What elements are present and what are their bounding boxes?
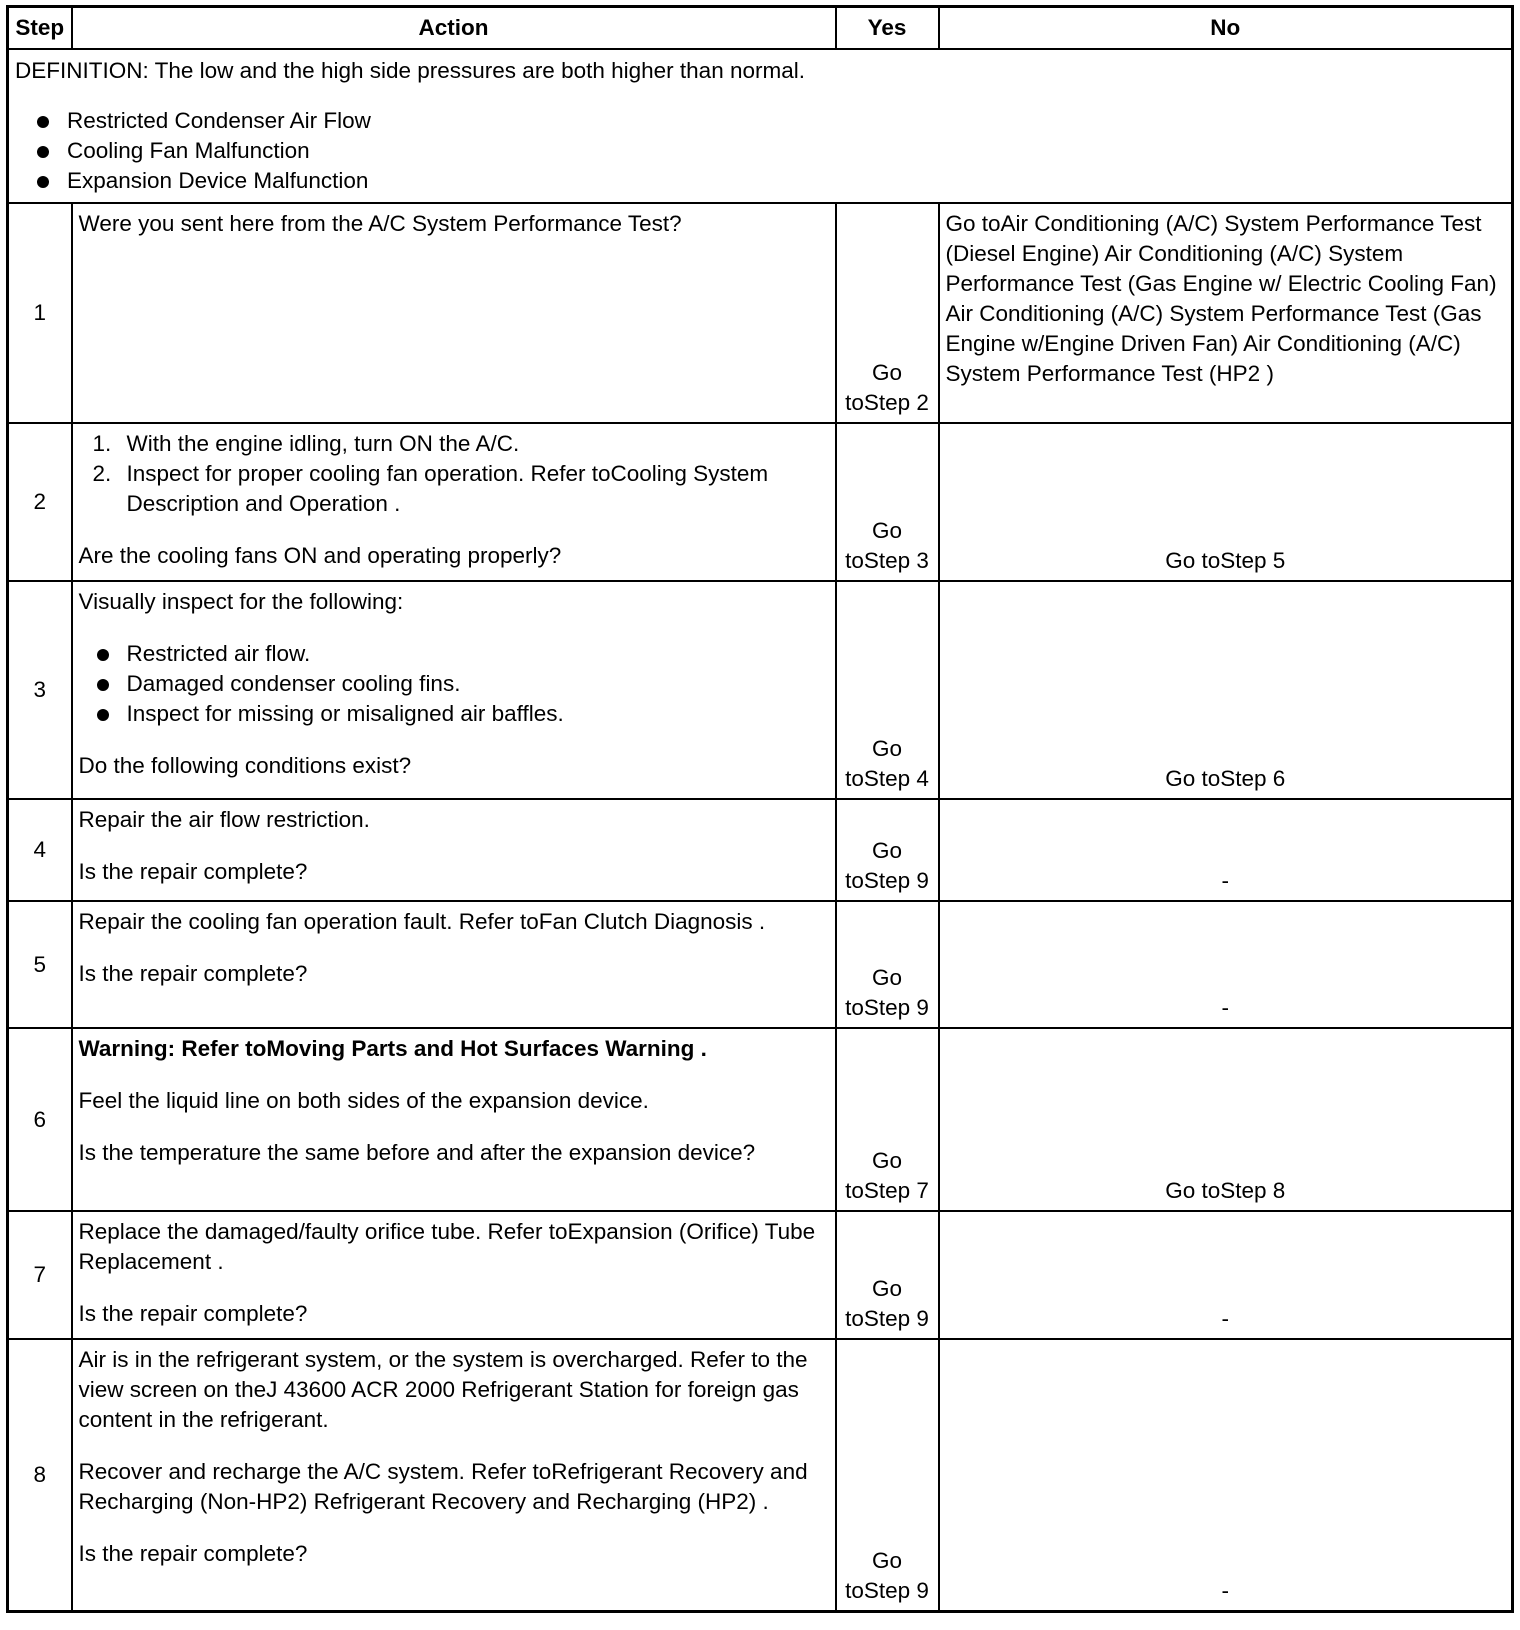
definition-row bbox=[8, 49, 1513, 203]
step-number: 4 bbox=[8, 799, 72, 901]
no-cell: - bbox=[939, 1211, 1513, 1339]
no-cell: Go toStep 5 bbox=[939, 423, 1513, 581]
action-cell bbox=[72, 799, 836, 901]
table-row bbox=[8, 423, 1513, 581]
table-row bbox=[8, 203, 1513, 423]
action-cell bbox=[72, 1339, 836, 1611]
list-item: Inspect for missing or misaligned air baffles. bbox=[79, 699, 829, 729]
definition-bullet: Restricted Condenser Air Flow bbox=[15, 106, 1505, 136]
action-cell bbox=[72, 581, 836, 799]
action-text-2: Recover and recharge the A/C system. Refer toRefrigerant Recovery and Recharging (Non-HP2) Refrigerant Recovery and Recharging (HP2) . bbox=[78, 1459, 808, 1514]
no-cell: Go toAir Conditioning (A/C) System Performance Test (Diesel Engine) Air Conditioning (A/C) System Performance Test (Gas Engine w/ Electric Cooling Fan) Air Conditioning (A/C) System Performance Test (Gas Engine w/Engine Driven Fan) Air Conditioning (A/C) System Performance Test (HP2 ) bbox=[939, 203, 1513, 423]
step-number: 5 bbox=[8, 901, 72, 1028]
list-item: 1. With the engine idling, turn ON the A/C. bbox=[92, 431, 520, 456]
header-no: No bbox=[939, 7, 1513, 50]
step-number: 2 bbox=[8, 423, 72, 581]
check-bullets bbox=[79, 639, 829, 729]
yes-cell: Go toStep 9 bbox=[836, 901, 939, 1028]
question-text: Is the repair complete? bbox=[78, 1541, 308, 1566]
question-text: Is the temperature the same before and after the expansion device? bbox=[78, 1140, 756, 1165]
intro-text: Visually inspect for the following: bbox=[78, 589, 404, 614]
header-yes: Yes bbox=[836, 7, 939, 50]
table-row bbox=[8, 799, 1513, 901]
definition-bullets bbox=[15, 106, 1505, 196]
action-text: Repair the cooling fan operation fault. Refer toFan Clutch Diagnosis . bbox=[78, 909, 766, 934]
action-cell bbox=[72, 901, 836, 1028]
definition-cell bbox=[8, 49, 1513, 203]
definition-bullet: Expansion Device Malfunction bbox=[15, 166, 1505, 196]
action-text: Repair the air flow restriction. bbox=[78, 807, 370, 832]
question-text: Is the repair complete? bbox=[78, 1301, 308, 1326]
yes-cell: Go toStep 9 bbox=[836, 1211, 939, 1339]
action-cell bbox=[72, 1028, 836, 1211]
header-action: Action bbox=[72, 7, 836, 50]
action-cell bbox=[72, 423, 836, 581]
yes-cell: Go toStep 9 bbox=[836, 799, 939, 901]
yes-cell: Go toStep 2 bbox=[836, 203, 939, 423]
yes-cell: Go toStep 7 bbox=[836, 1028, 939, 1211]
header-row bbox=[8, 7, 1513, 50]
no-cell: - bbox=[939, 1339, 1513, 1611]
table-row bbox=[8, 1028, 1513, 1211]
table-row bbox=[8, 1339, 1513, 1611]
list-item: Restricted air flow. bbox=[79, 639, 829, 669]
no-cell: - bbox=[939, 799, 1513, 901]
step-number: 7 bbox=[8, 1211, 72, 1339]
step-number: 6 bbox=[8, 1028, 72, 1211]
action-text: Were you sent here from the A/C System Performance Test? bbox=[78, 211, 682, 236]
action-text: Air is in the refrigerant system, or the system is overcharged. Refer to the view screen on theJ 43600 ACR 2000 Refrigerant Station for foreign gas content in the refrigerant. bbox=[78, 1347, 808, 1432]
definition-text: DEFINITION: The low and the high side pressures are both higher than normal. bbox=[15, 58, 805, 83]
list-item: 2. Inspect for proper cooling fan operation. Refer toCooling System Description and Operation . bbox=[92, 461, 769, 516]
yes-cell: Go toStep 4 bbox=[836, 581, 939, 799]
diagnostic-table bbox=[6, 5, 1514, 1613]
question-text: Do the following conditions exist? bbox=[78, 753, 412, 778]
table-row bbox=[8, 581, 1513, 799]
numbered-list bbox=[79, 429, 829, 519]
action-text: Replace the damaged/faulty orifice tube. Refer toExpansion (Orifice) Tube Replacement . bbox=[78, 1219, 816, 1274]
action-cell bbox=[72, 203, 836, 423]
no-cell: Go toStep 8 bbox=[939, 1028, 1513, 1211]
action-text: Feel the liquid line on both sides of the expansion device. bbox=[78, 1088, 649, 1113]
no-cell: Go toStep 6 bbox=[939, 581, 1513, 799]
question-text: Are the cooling fans ON and operating properly? bbox=[78, 543, 562, 568]
no-cell: - bbox=[939, 901, 1513, 1028]
action-cell bbox=[72, 1211, 836, 1339]
list-item: Damaged condenser cooling fins. bbox=[79, 669, 829, 699]
step-number: 3 bbox=[8, 581, 72, 799]
warning-text: Warning: Refer toMoving Parts and Hot Surfaces Warning . bbox=[78, 1036, 707, 1061]
table-row bbox=[8, 1211, 1513, 1339]
yes-cell: Go toStep 3 bbox=[836, 423, 939, 581]
definition-bullet: Cooling Fan Malfunction bbox=[15, 136, 1505, 166]
table-row bbox=[8, 901, 1513, 1028]
question-text: Is the repair complete? bbox=[78, 961, 308, 986]
header-step: Step bbox=[8, 7, 72, 50]
question-text: Is the repair complete? bbox=[78, 859, 308, 884]
step-number: 8 bbox=[8, 1339, 72, 1611]
step-number: 1 bbox=[8, 203, 72, 423]
yes-cell: Go toStep 9 bbox=[836, 1339, 939, 1611]
